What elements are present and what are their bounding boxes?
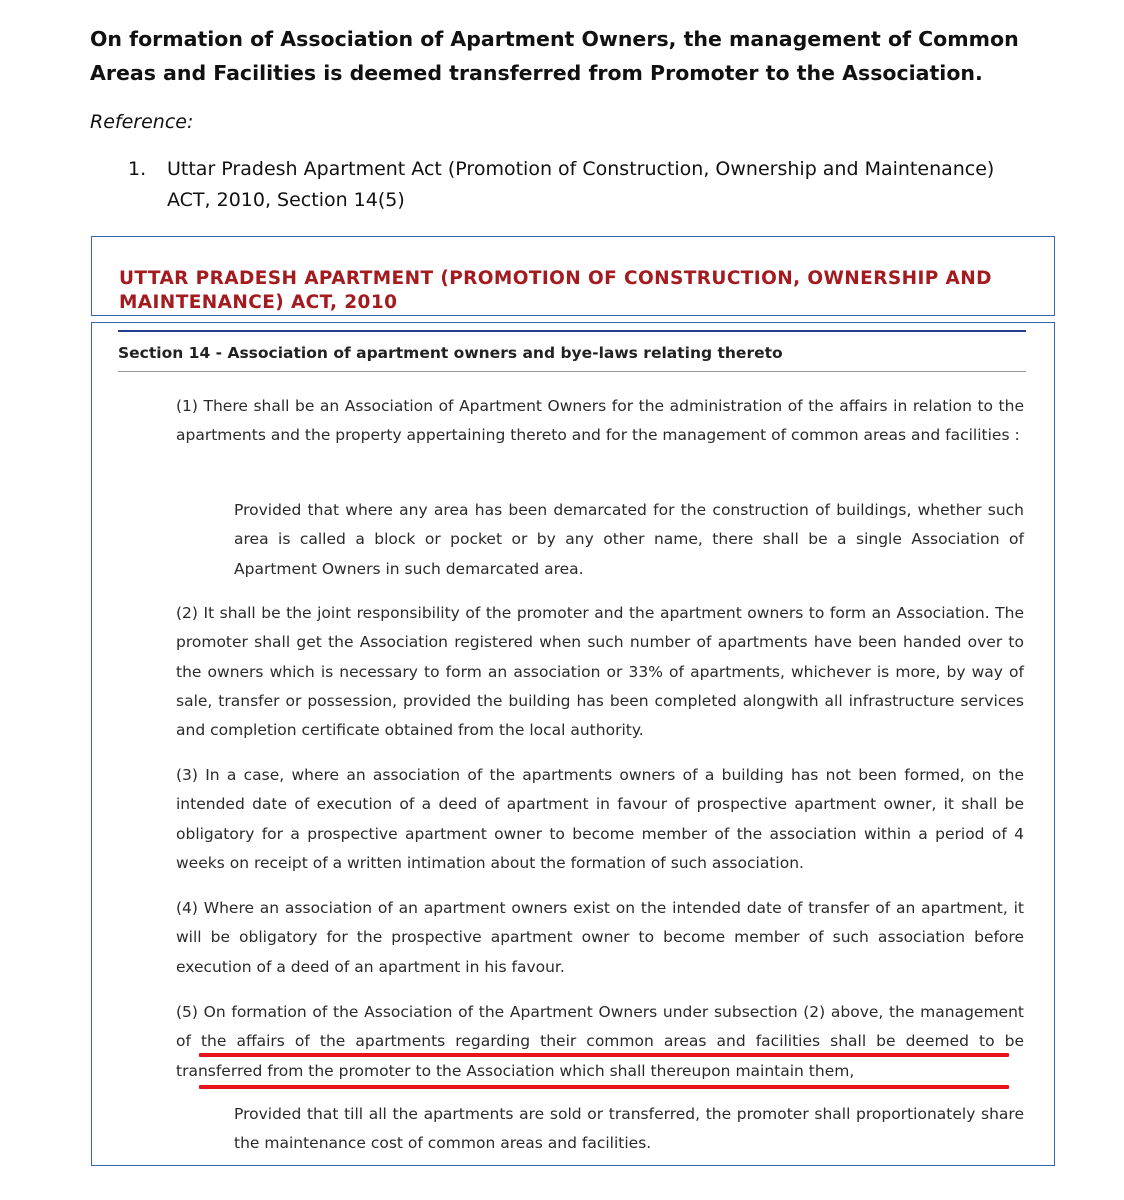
highlight-underline-2	[199, 1085, 1009, 1089]
section-top-rule	[118, 330, 1026, 332]
highlight-underline-1	[199, 1053, 1009, 1057]
reference-item	[128, 154, 1028, 216]
act-title-box	[91, 236, 1055, 316]
subsection-1: (1) There shall be an Association of Apartment Owners for the administration of the affairs in relation to the apartments and the property appertaining thereto and for the management of common areas and facilities :	[176, 397, 1024, 445]
section-title: Section 14 - Association of apartment owners and bye-laws relating thereto	[118, 344, 783, 362]
reference-label: Reference:	[90, 111, 194, 133]
subsection-5-proviso: Provided that till all the apartments are sold or transferred, the promoter shall proportionately share the maintenance cost of common areas and facilities.	[234, 1105, 1024, 1153]
reference-number: 1.	[128, 158, 147, 180]
subsection-3: (3) In a case, where an association of the apartments owners of a building has not been formed, on the intended date of execution of a deed of apartment in favour of prospective apartment owner, it shall be obligatory for a prospective apartment owner to become member of the association within a period of 4 weeks on receipt of a written intimation about the formation of such association.	[176, 766, 1024, 872]
subsection-5: (5) On formation of the Association of the Apartment Owners under subsection (2) above, the management of the affairs of the apartments regarding their common areas and facilities shall be deemed to be transferred from the promoter to the Association which shall thereupon maintain them,	[176, 1003, 1024, 1080]
reference-list	[128, 154, 1028, 216]
section-box	[91, 322, 1055, 1166]
page-heading: On formation of Association of Apartment Owners, the management of Common Areas and Facilities is deemed transferred from Promoter to the Association.	[90, 27, 1019, 85]
subsection-1-proviso: Provided that where any area has been demarcated for the construction of buildings, whether such area is called a block or pocket or by any other name, there shall be a single Association of Apartment Owners in such demarcated area.	[234, 501, 1024, 578]
subsection-4: (4) Where an association of an apartment owners exist on the intended date of transfer of an apartment, it will be obligatory for the prospective apartment owner to become member of such association before execution of a deed of an apartment in his favour.	[176, 899, 1024, 976]
act-title: UTTAR PRADESH APARTMENT (PROMOTION OF CONSTRUCTION, OWNERSHIP AND MAINTENANCE) ACT, 2010	[119, 268, 992, 313]
section-bottom-rule	[118, 371, 1026, 372]
subsection-2: (2) It shall be the joint responsibility of the promoter and the apartment owners to form an Association. The promoter shall get the Association registered when such number of apartments have been handed over to the owners which is necessary to form an association or 33% of apartments, whichever is more, by way of sale, transfer or possession, provided the building has been completed alongwith all infrastructure services and completion certificate obtained from the local authority.	[176, 604, 1024, 740]
reference-text: Uttar Pradesh Apartment Act (Promotion of Construction, Ownership and Maintenance) ACT, 2010, Section 14(5)	[167, 158, 995, 211]
